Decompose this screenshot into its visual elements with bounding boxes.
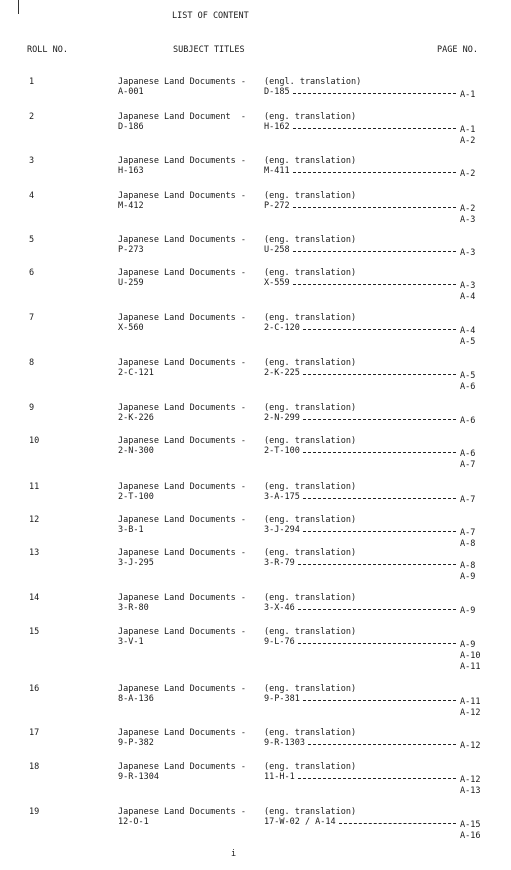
range-start: 9-P-382 [118, 738, 154, 748]
page-ref: A-4 [460, 292, 476, 302]
roll-number: 6 [29, 268, 35, 278]
range-start: M-412 [118, 201, 144, 211]
page-ref: A-3 [460, 248, 476, 258]
range-start: D-186 [118, 122, 144, 132]
range-end: 2-K-225 [264, 368, 300, 378]
translation-note: (eng. translation) [264, 403, 357, 413]
page-ref: A-3 [460, 281, 476, 291]
translation-note: (eng. translation) [264, 482, 357, 492]
range-start: 2-T-100 [118, 492, 154, 502]
page-ref: A-2 [460, 136, 476, 146]
page-ref: A-1 [460, 125, 476, 135]
roll-number: 14 [29, 593, 40, 603]
roll-number: 18 [29, 762, 40, 772]
translation-note: (eng. translation) [264, 684, 357, 694]
page-number: i [231, 849, 237, 859]
range-end: 3-R-79 [264, 558, 295, 568]
translation-note: (eng. translation) [264, 268, 357, 278]
header-roll-no: ROLL NO. [27, 45, 68, 55]
page-ref: A-2 [460, 169, 476, 179]
page-ref: A-2 [460, 204, 476, 214]
range-end: 2-T-100 [264, 446, 300, 456]
range-start: 2-K-226 [118, 413, 154, 423]
range-end: 9-R-1303 [264, 738, 305, 748]
page-ref: A-1 [460, 90, 476, 100]
roll-number: 9 [29, 403, 35, 413]
translation-note: (eng. translation) [264, 112, 357, 122]
range-end: U-258 [264, 245, 290, 255]
page-ref: A-11 [460, 662, 481, 672]
dot-leader [339, 823, 456, 824]
range-end: D-185 [264, 87, 290, 97]
subject-title: Japanese Land Documents - [118, 191, 246, 201]
translation-note: (eng. translation) [264, 627, 357, 637]
range-start: 3-R-80 [118, 603, 149, 613]
dot-leader [293, 207, 456, 208]
translation-note: (eng. translation) [264, 358, 357, 368]
translation-note: (eng. translation) [264, 728, 357, 738]
translation-note: (eng. translation) [264, 235, 357, 245]
translation-note: (eng. translation) [264, 593, 357, 603]
roll-number: 17 [29, 728, 40, 738]
dot-leader [303, 700, 456, 701]
roll-number: 11 [29, 482, 40, 492]
subject-title: Japanese Land Documents - [118, 77, 246, 87]
range-end: 3-A-175 [264, 492, 300, 502]
subject-title: Japanese Land Documents - [118, 482, 246, 492]
translation-note: (eng. translation) [264, 191, 357, 201]
subject-title: Japanese Land Documents - [118, 807, 246, 817]
subject-title: Japanese Land Documents - [118, 684, 246, 694]
range-end: 9-L-76 [264, 637, 295, 647]
range-end: P-272 [264, 201, 290, 211]
subject-title: Japanese Land Documents - [118, 728, 246, 738]
range-start: 9-R-1304 [118, 772, 159, 782]
dot-leader [293, 93, 456, 94]
subject-title: Japanese Land Documents - [118, 627, 246, 637]
roll-number: 3 [29, 156, 35, 166]
dot-leader [293, 128, 456, 129]
translation-note: (eng. translation) [264, 313, 357, 323]
dot-leader [303, 329, 456, 330]
page-ref: A-12 [460, 708, 481, 718]
page-ref: A-5 [460, 337, 476, 347]
page-ref: A-12 [460, 775, 481, 785]
dot-leader [293, 284, 456, 285]
range-end: H-162 [264, 122, 290, 132]
page-ref: A-7 [460, 528, 476, 538]
page-ref: A-6 [460, 382, 476, 392]
page-ref: A-16 [460, 831, 481, 841]
roll-number: 7 [29, 313, 35, 323]
translation-note: (engl. translation) [264, 77, 362, 87]
subject-title: Japanese Land Documents - [118, 268, 246, 278]
subject-title: Japanese Land Documents - [118, 156, 246, 166]
roll-number: 16 [29, 684, 40, 694]
range-end: 9-P-381 [264, 694, 300, 704]
page-ref: A-6 [460, 416, 476, 426]
subject-title: Japanese Land Documents - [118, 515, 246, 525]
page-ref: A-8 [460, 539, 476, 549]
dot-leader [303, 498, 456, 499]
range-start: H-163 [118, 166, 144, 176]
subject-title: Japanese Land Documents - [118, 548, 246, 558]
roll-number: 1 [29, 77, 35, 87]
dot-leader [298, 564, 456, 565]
dot-leader [303, 419, 456, 420]
range-start: 3-J-295 [118, 558, 154, 568]
page-ref: A-9 [460, 640, 476, 650]
subject-title: Japanese Land Documents - [118, 403, 246, 413]
header-subject-titles: SUBJECT TITLES [173, 45, 245, 55]
range-end: 17-W-02 / A-14 [264, 817, 336, 827]
translation-note: (eng. translation) [264, 156, 357, 166]
range-end: 3-J-294 [264, 525, 300, 535]
range-end: X-559 [264, 278, 290, 288]
page-ref: A-15 [460, 820, 481, 830]
range-start: A-001 [118, 87, 144, 97]
dot-leader [298, 778, 456, 779]
roll-number: 13 [29, 548, 40, 558]
roll-number: 15 [29, 627, 40, 637]
page-ref: A-6 [460, 449, 476, 459]
subject-title: Japanese Land Documents - [118, 358, 246, 368]
range-end: 2-N-299 [264, 413, 300, 423]
page-ref: A-7 [460, 495, 476, 505]
page-title: LIST OF CONTENT [172, 11, 249, 21]
page-ref: A-4 [460, 326, 476, 336]
roll-number: 10 [29, 436, 40, 446]
range-start: 2-N-300 [118, 446, 154, 456]
page-ref: A-11 [460, 697, 481, 707]
range-end: 11-H-1 [264, 772, 295, 782]
roll-number: 19 [29, 807, 40, 817]
page-ref: A-9 [460, 606, 476, 616]
page-ref: A-5 [460, 371, 476, 381]
dot-leader [303, 374, 456, 375]
range-end: 2-C-120 [264, 323, 300, 333]
range-start: X-560 [118, 323, 144, 333]
dot-leader [303, 531, 456, 532]
range-start: P-273 [118, 245, 144, 255]
page-ref: A-13 [460, 786, 481, 796]
range-start: 3-V-1 [118, 637, 144, 647]
dot-leader [293, 172, 456, 173]
range-start: 3-B-1 [118, 525, 144, 535]
dot-leader [298, 609, 456, 610]
subject-title: Japanese Land Documents - [118, 762, 246, 772]
roll-number: 8 [29, 358, 35, 368]
range-start: U-259 [118, 278, 144, 288]
roll-number: 12 [29, 515, 40, 525]
range-start: 8-A-136 [118, 694, 154, 704]
page-ref: A-3 [460, 215, 476, 225]
page-ref: A-7 [460, 460, 476, 470]
subject-title: Japanese Land Document - [118, 112, 246, 122]
header-page-no: PAGE NO. [437, 45, 478, 55]
translation-note: (eng. translation) [264, 762, 357, 772]
subject-title: Japanese Land Documents - [118, 235, 246, 245]
page-ref: A-8 [460, 561, 476, 571]
page-ref: A-12 [460, 741, 481, 751]
page-ref: A-9 [460, 572, 476, 582]
translation-note: (eng. translation) [264, 436, 357, 446]
subject-title: Japanese Land Documents - [118, 593, 246, 603]
subject-title: Japanese Land Documents - [118, 313, 246, 323]
roll-number: 5 [29, 235, 35, 245]
dot-leader [308, 744, 456, 745]
translation-note: (eng. translation) [264, 807, 357, 817]
range-start: 12-O-1 [118, 817, 149, 827]
range-end: M-411 [264, 166, 290, 176]
dot-leader [303, 452, 456, 453]
dot-leader [298, 643, 456, 644]
subject-title: Japanese Land Documents - [118, 436, 246, 446]
dot-leader [293, 251, 456, 252]
translation-note: (eng. translation) [264, 548, 357, 558]
page-ref: A-10 [460, 651, 481, 661]
roll-number: 4 [29, 191, 35, 201]
scan-margin-line [18, 0, 19, 14]
roll-number: 2 [29, 112, 35, 122]
range-start: 2-C-121 [118, 368, 154, 378]
range-end: 3-X-46 [264, 603, 295, 613]
translation-note: (eng. translation) [264, 515, 357, 525]
